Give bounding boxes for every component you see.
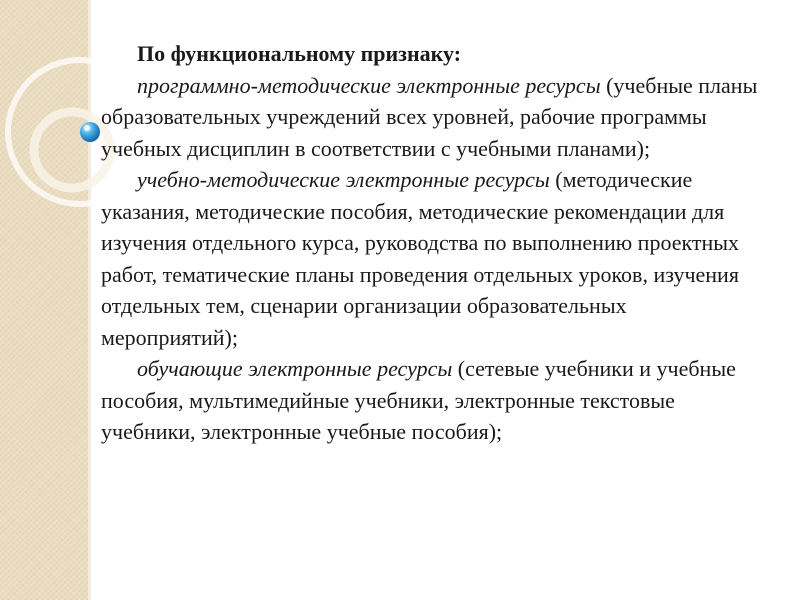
side-band-edge bbox=[88, 0, 91, 600]
item-description: (учебные планы образовательных учреждений всех уровней, рабочие программы учебных дисциплин в соответствии с учебными планами); bbox=[101, 72, 758, 161]
slide-text bbox=[101, 38, 769, 448]
item-term: обучающие электронные ресурсы bbox=[137, 356, 453, 381]
item-term: учебно-методические электронные ресурсы bbox=[137, 167, 550, 192]
item-description: (сетевые учебники и учебные пособия, мультимедийные учебники, электронные текстовые учебники, электронные учебные пособия); bbox=[101, 356, 736, 444]
list-item bbox=[101, 70, 769, 165]
item-term: программно-методические электронные ресурсы bbox=[137, 72, 601, 98]
list-item bbox=[101, 353, 769, 448]
list-item bbox=[101, 164, 769, 353]
slide-heading: По функциональному признаку: bbox=[137, 41, 462, 66]
item-description: (методические указания, методические пособия, методические рекомендации для изучения отдельного курса, руководства по выполнению проектных работ, тематические планы проведения отдельных уроков, изучения отдельных тем, сценарии организации образовательных мероприятий); bbox=[101, 167, 740, 350]
decorative-side-band bbox=[0, 0, 88, 600]
